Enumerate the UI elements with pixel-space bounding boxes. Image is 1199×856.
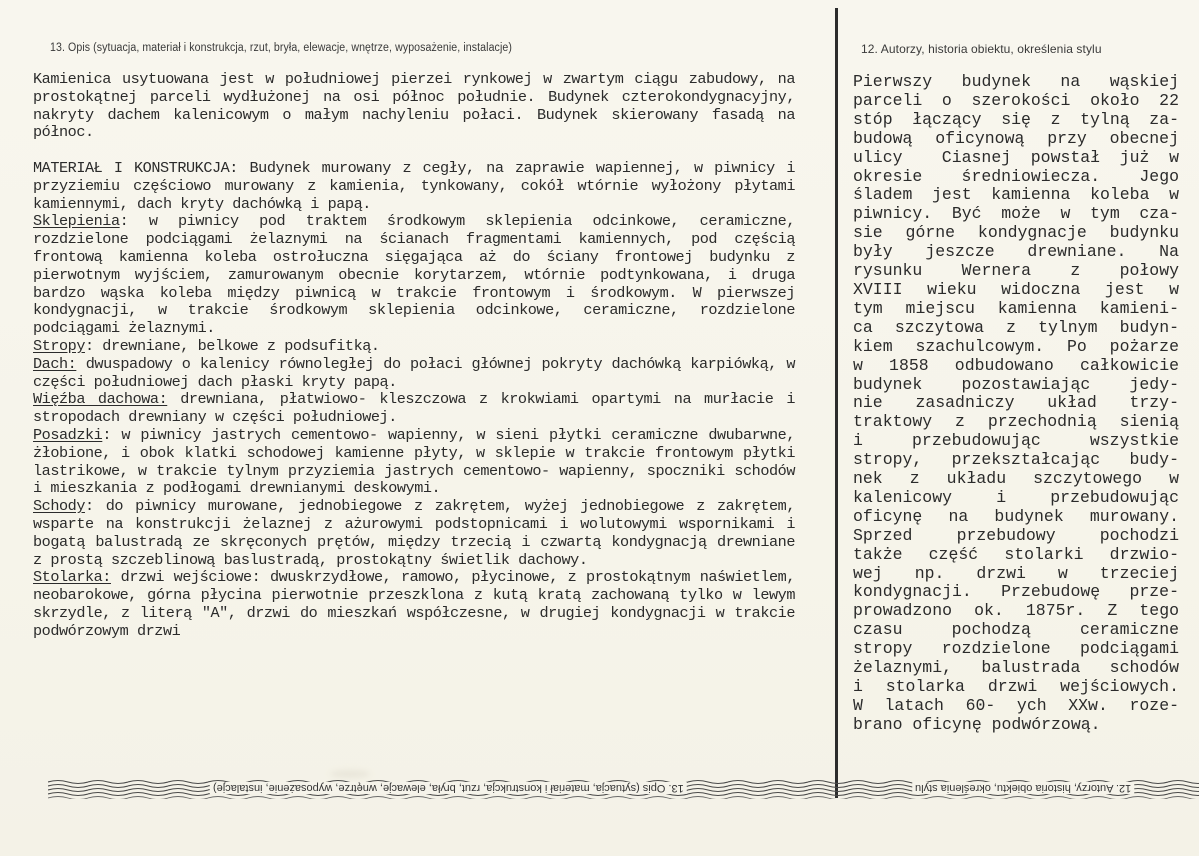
section-dach xyxy=(33,356,795,392)
history-line: piwnicy. Być może w tym cza- xyxy=(853,204,1179,224)
history-line: tym miejscu kamienna kamieni- xyxy=(853,298,1179,318)
material-paragraph xyxy=(33,160,795,213)
history-line: stóp łączący się z tylną za- xyxy=(853,109,1179,129)
column-divider xyxy=(835,8,838,798)
section-text: dwuspadowy o kalenicy równoległej do połaci głównej pokryty dachówką karpiówką, w części południowej dach płaski kryty papą. xyxy=(33,354,795,391)
history-line: żelaznymi, balustrada schodów xyxy=(853,658,1179,678)
history-line: okresie średniowiecza. Jego xyxy=(853,166,1179,186)
section-stropy xyxy=(33,338,795,356)
history-line: nie zasadniczy układ trzy- xyxy=(853,393,1179,413)
section-term: Posadzki xyxy=(33,425,103,444)
history-line: sie górne kondygnacje budynku xyxy=(853,223,1179,243)
section-term: Sklepienia xyxy=(33,212,120,231)
mirrored-right-header: 12. Autorzy, historia obiektu, określenia stylu xyxy=(912,782,1134,794)
history-line: traktowy z przechodnią sienią xyxy=(853,412,1179,432)
material-text: Budynek murowany z cegły, na zaprawie wapiennej, w piwnicy i przyziemiu częściowo murowany z kamienia, tynkowany, cokół wtórnie wyłożony płytami kamiennymi, dach kryty dachówką i papą. xyxy=(33,158,795,213)
history-line: budową oficynową przy obecnej xyxy=(853,128,1179,148)
history-line: śladem jest kamienna koleba w xyxy=(853,185,1179,205)
section-text: drzwi wejściowe: dwuskrzydłowe, ramowo, płycinowe, z prostokątnym naświetlem, neobarokowe, górna płycina pierwotnie przeszklona z kutą kratą zachowaną tylko w lewym skrzydle, z literą "A", drzwi do mieszkań współczesne, w drugiej kondygnacji w trakcie podwórzowym drzwi xyxy=(33,568,795,640)
section-wiezba xyxy=(33,391,795,427)
history-line: XVIII wieku widoczna jest w xyxy=(853,279,1179,299)
section-posadzki xyxy=(33,427,795,498)
right-column-header: 12. Autorzy, historia obiektu, określenia stylu xyxy=(861,42,1102,56)
history-line: stropy rozdzielone podciągami xyxy=(853,639,1179,659)
history-line: także część stolarki drzwio- xyxy=(853,544,1179,564)
history-line: kondygnacji. Przebudowę prze- xyxy=(853,582,1179,602)
history-line: parceli o szerokości około 22 xyxy=(853,90,1179,110)
history-line: prowadzono ok. 1875r. Z tego xyxy=(853,601,1179,621)
section-text: : do piwnicy murowane, jednobiegowe z zakrętem, wyżej jednobiegowe z zakrętem, wsparte na konstrukcji żelaznej z ażurowymi podstopnicami i wolutowymi wspornikami i bogatą balustradą ze skręconych prętów, między trzecią i czwartą kondygnacją drewniane z prostą szczeblinową baslustradą, prostokątny świetlik dachowy. xyxy=(33,497,795,569)
history-line: rysunku Wernera z połowy xyxy=(853,261,1179,281)
history-line: brano oficynę podwórzową. xyxy=(853,714,1101,734)
scan-smudge xyxy=(330,770,370,778)
history-line: oficynę na budynek murowany. xyxy=(853,506,1179,526)
section-term: Więźba dachowa: xyxy=(33,390,168,409)
history-line: były jeszcze drewniane. Na xyxy=(853,242,1179,262)
history-line: W latach 60- ych XXw. roze- xyxy=(853,695,1179,715)
history-line: Pierwszy budynek na wąskiej xyxy=(853,72,1179,91)
section-stolarka xyxy=(33,569,795,640)
intro-paragraph: Kamienica usytuowana jest w południowej pierzei rynkowej w zwartym ciągu zabudowy, na prostokątnej parceli wydłużonej na osi północ południe. Budynek czterokondygnacyjny, nakryty dachem kalenicowym o małym nachyleniu połaci. Budynek skierowany fasadą na północ. xyxy=(33,70,795,142)
section-text: : w piwnicy pod traktem środkowym sklepienia odcinkowe, ceramiczne, rozdzielone podciągami żelaznymi na ścianach fragmentami kamiennych, pod częścią frontową kamienna koleba ostrołuczna sięgająca aż do ściany frontowej budynku z pierwotnym wyjściem, zamurowanym obecnie korytarzem, wtórnie podtynkowana, i druga bardzo wąska koleba między piwnicą w trakcie frontowym i środkowym. W pierwszej kondygnacji, w trakcie środkowym sklepienia odcinkowe, ceramiczne, rozdzielone podciągami żelaznymi. xyxy=(33,212,795,338)
section-term: Stropy xyxy=(33,336,85,355)
history-line: i stolarka drzwi wejściowych. xyxy=(853,677,1179,696)
history-line: kalenicowy i przebudowując xyxy=(853,487,1179,507)
history-line: w 1858 odbudowano całkowicie xyxy=(853,355,1179,375)
section-term: Schody xyxy=(33,497,85,516)
section-text: : drewniane, belkowe z podsufitką. xyxy=(84,336,380,355)
history-line: budynek pozostawiając jedy- xyxy=(853,374,1179,394)
history-line: Sprzed przebudowy pochodzi xyxy=(853,525,1179,545)
history-line: ulicy Ciasnej powstał już w xyxy=(853,147,1179,167)
history-line: wej np. drzwi w trzeciej xyxy=(853,563,1179,583)
history-line: i przebudowując wszystkie xyxy=(853,431,1179,451)
section-term: Stolarka: xyxy=(33,568,111,587)
history-line: stropy, przekształcając budy- xyxy=(853,450,1179,470)
section-schody xyxy=(33,498,795,569)
history-line: nek z układu szczytowego w xyxy=(853,469,1179,489)
mirrored-left-header: 13. Opis (sytuacja, materiał i konstrukcja, rzut, bryła, elewacje, wnętrze, wyposażenie, instalacje) xyxy=(210,782,687,794)
material-heading: MATERIAŁ I KONSTRUKCJA: xyxy=(33,158,238,177)
section-text: : w piwnicy jastrych cementowo- wapienny, w sieni płytki ceramiczne dwubarwne, żłobione, i obok klatki schodowej kamienne płyty, w sklepie w trakcie frontowym płytki lastrikowe, w trakcie tylnym przyziemia jastrych cementowo- wapienny, spoczniki schodów i mieszkania z podłogami drewnianymi deskowymi. xyxy=(33,425,795,498)
history-text xyxy=(853,73,1179,735)
left-column-header: 13. Opis (sytuacja, materiał i konstrukcja, rzut, bryła, elewacje, wnętrze, wyposażenie, instalacje) xyxy=(50,42,512,54)
history-line: kiem szachulcowym. Po pożarze xyxy=(853,336,1179,356)
section-term: Dach: xyxy=(33,354,77,373)
description-text xyxy=(33,71,795,641)
section-sklepienia xyxy=(33,213,795,338)
section-text: drewniana, płatwiowo- kleszczowa z krokwiami opartymi na murłacie i stropodach drewniany w części południowej. xyxy=(33,390,795,427)
history-line: ca szczytowa z tylnym budyn- xyxy=(853,317,1179,337)
history-line: czasu pochodzą ceramiczne xyxy=(853,620,1179,640)
